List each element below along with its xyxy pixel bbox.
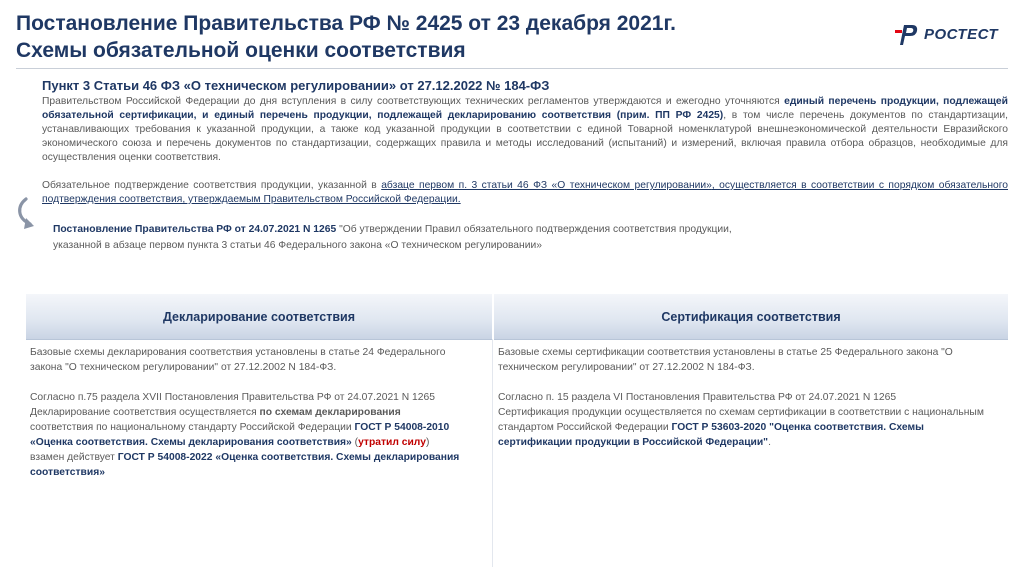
resolution-reference-text: "Об утверждении Правил обязательного подтверждения соответствия продукции, указанной в абзаце первом пункта 3 статьи 46 Федерального закона «О техническом регулировании» xyxy=(53,224,732,251)
declaration-cell xyxy=(30,345,460,495)
page-title xyxy=(16,10,816,64)
column-divider xyxy=(492,339,493,567)
para1-text-1: Правительством Российской Федерации до дня вступления в силу соответствующих технических регламентов утверждаются и ежегодно уточняются xyxy=(42,96,785,107)
resolution-reference xyxy=(53,222,733,254)
paragraph-mandatory-confirmation xyxy=(42,179,1008,207)
paragraph-government-list xyxy=(42,95,1008,165)
header-divider xyxy=(16,68,1008,69)
declaration-basic-schemes: Базовые схемы декларирования соответствия установлены в статье 24 Федерального закона "О техническом регулировании" от 27.12.2002 N 184-ФЗ. xyxy=(30,347,446,373)
declaration-resolution-line: Согласно п.75 раздела XVII Постановления Правительства РФ от 24.07.2021 N 1265 xyxy=(30,392,435,403)
law-article-link[interactable]: абзаце первом п. 3 статьи 46 ФЗ «О техническом регулировании» xyxy=(381,180,712,191)
gost-53603-2020: ГОСТ Р 53603-2020 "Оценка соответствия. Схемы сертификации продукции в Российской Федерации" xyxy=(498,422,924,448)
expired-badge: утратил силу xyxy=(358,437,426,448)
para2-text: Обязательное подтверждение соответствия продукции, указанной в xyxy=(42,180,382,191)
declaration-text-1: Декларирование соответствия осуществляется xyxy=(30,407,260,418)
title-line-1: Постановление Правительства РФ № 2425 от 23 декабря 2021г. xyxy=(16,12,676,35)
certification-basic-schemes: Базовые схемы сертификации соответствия установлены в статье 25 Федерального закона "О техническом регулировании" от 27.12.2002 N 184-ФЗ. xyxy=(498,347,953,373)
rostest-logo xyxy=(894,20,998,48)
declaration-column-header: Декларирование соответствия xyxy=(26,294,492,340)
declaration-text-2: соответствия по национальному стандарту Российской Федерации xyxy=(30,422,355,433)
declaration-text-3: взамен действует xyxy=(30,452,118,463)
section-heading: Пункт 3 Статьи 46 ФЗ «О техническом регулировании» от 27.12.2022 № 184-ФЗ xyxy=(42,78,550,93)
declaration-paren-close: ) xyxy=(425,437,430,448)
para1-bold: единый перечень продукции, подлежащей обязательной сертификации, и единый перечень продукции, подлежащей декларированию соответствия (прим. ПП РФ 2425) xyxy=(42,96,1008,121)
certification-cell xyxy=(498,345,998,465)
declaration-paren-open: ( xyxy=(351,437,359,448)
certification-resolution-line: Согласно п. 15 раздела VI Постановления Правительства РФ от 24.07.2021 N 1265 xyxy=(498,392,897,403)
schemes-table xyxy=(26,294,1008,567)
rostest-logo-icon xyxy=(894,21,920,47)
certification-text-2: . xyxy=(768,437,771,448)
curved-arrow-icon xyxy=(12,196,54,232)
confirmation-order-link[interactable]: , осуществляется в соответствии с порядком обязательного подтверждения соответствия, утверждаемым Правительством Российской Федерации. xyxy=(42,180,1009,205)
gost-54008-2022: ГОСТ Р 54008-2022 «Оценка соответствия. Схемы декларирования соответствия» xyxy=(30,452,460,478)
certification-text-1: Сертификация продукции осуществляется по схемам сертификации в соответствии с национальным стандартом Российской Федерации xyxy=(498,407,984,433)
logo-text: РОСТЕСТ xyxy=(923,25,998,43)
gost-54008-2010: ГОСТ Р 54008-2010 «Оценка соответствия. Схемы декларирования соответствия» xyxy=(30,422,450,448)
certification-column-header: Сертификация соответствия xyxy=(494,294,1008,340)
title-line-2: Схемы обязательной оценки соответствия xyxy=(16,39,466,62)
certification-rules xyxy=(498,390,998,450)
declaration-rules xyxy=(30,390,460,480)
resolution-reference-bold: Постановление Правительства РФ от 24.07.2021 N 1265 xyxy=(53,224,337,235)
declaration-bold-1: по схемам декларирования xyxy=(259,407,401,418)
para1-text-2: , в том числе перечень документов по стандартизации, устанавливающих требования к указанной продукции, а также код указанной продукции в соответствии с единой Товарной номенклатурой внешнеэкономической деятельности Евразийского экономического союза и перечень документов по стандартизации, содержащих правила и методы исследований (испытаний) и измерений, включая правила отбора образцов, необходимые для осуществления оценки соответствия. xyxy=(42,110,1009,163)
